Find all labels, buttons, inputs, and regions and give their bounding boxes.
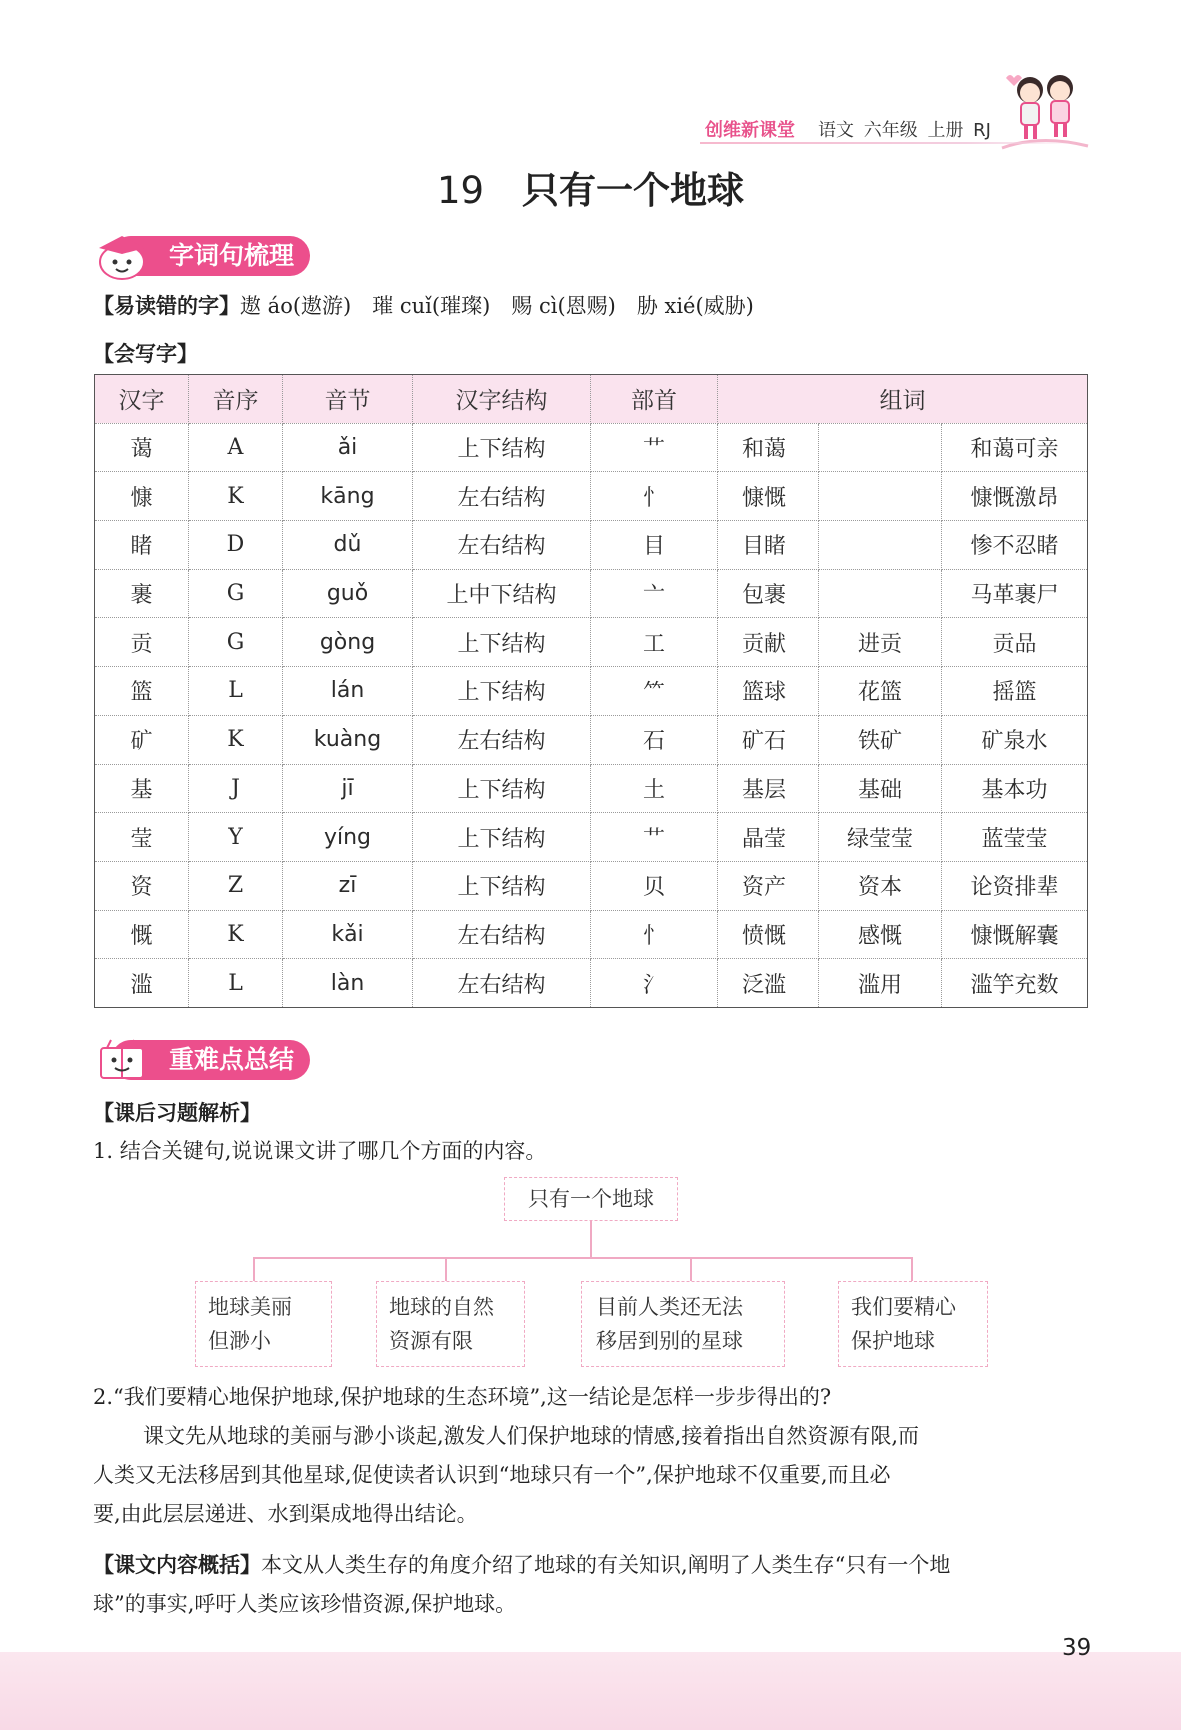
table-cell-w1: 愤慨 — [718, 910, 819, 959]
diagram-node-line: 我们要精心 — [851, 1295, 956, 1319]
diagram-connector — [590, 1220, 592, 1258]
table-cell-struct: 上下结构 — [413, 667, 591, 716]
table-cell-w2: 铁矿 — [819, 715, 942, 764]
table-cell-seq: J — [189, 764, 283, 813]
table-cell-w1: 贡献 — [718, 618, 819, 667]
diagram-node-line: 资源有限 — [389, 1329, 473, 1353]
table-cell-pinyin: kāng — [283, 472, 413, 521]
table-cell-w1: 资产 — [718, 861, 819, 910]
table-cell-w1: 目睹 — [718, 521, 819, 570]
table-cell-struct: 左右结构 — [413, 715, 591, 764]
table-cell-radical: 目 — [591, 521, 718, 570]
table-cell-seq: A — [189, 423, 283, 472]
table-cell-radical: 忄 — [591, 910, 718, 959]
diagram-node — [376, 1281, 525, 1367]
table-cell-struct: 上下结构 — [413, 861, 591, 910]
table-cell-pinyin: dǔ — [283, 521, 413, 570]
summary-text: 本文从人类生存的角度介绍了地球的有关知识,阐明了人类生存“只有一个地 — [261, 1553, 951, 1577]
table-cell-w3: 蓝莹莹 — [942, 813, 1088, 862]
table-cell-w2: 绿莹莹 — [819, 813, 942, 862]
table-cell-char: 蔼 — [95, 423, 189, 472]
exercise-label: 【课后习题解析】 — [93, 1101, 261, 1125]
table-cell-w3: 慷慨解囊 — [942, 910, 1088, 959]
table-cell-radical: 氵 — [591, 959, 718, 1008]
header-structure: 汉字结构 — [413, 375, 591, 424]
table-cell-w2: 基础 — [819, 764, 942, 813]
table-cell-char: 贡 — [95, 618, 189, 667]
table-cell-pinyin: kǎi — [283, 910, 413, 959]
table-cell-w1: 包裹 — [718, 569, 819, 618]
table-cell-char: 莹 — [95, 813, 189, 862]
summary-line: 球”的事实,呼吁人类应该珍惜资源,保护地球。 — [93, 1592, 517, 1616]
summary-label: 【课文内容概括】 — [93, 1553, 261, 1577]
table-row — [95, 618, 1088, 667]
diagram-connector — [253, 1257, 255, 1281]
answer-2-line: 课文先从地球的美丽与渺小谈起,激发人们保护地球的情感,接着指出自然资源有限,而 — [143, 1424, 920, 1448]
table-cell-pinyin: kuàng — [283, 715, 413, 764]
table-cell-w2: 感慨 — [819, 910, 942, 959]
book-character-icon — [93, 1036, 151, 1084]
table-cell-struct: 左右结构 — [413, 910, 591, 959]
table-cell-w3: 摇篮 — [942, 667, 1088, 716]
table-cell-pinyin: guǒ — [283, 569, 413, 618]
table-cell-seq: K — [189, 715, 283, 764]
diagram-node — [581, 1281, 785, 1367]
footer-band — [0, 1652, 1181, 1730]
table-cell-w3: 基本功 — [942, 764, 1088, 813]
diagram-node-line: 地球的自然 — [389, 1295, 494, 1319]
table-cell-w1: 晶莹 — [718, 813, 819, 862]
table-cell-radical: 贝 — [591, 861, 718, 910]
table-cell-w2: 进贡 — [819, 618, 942, 667]
table-cell-w3: 马革裹尸 — [942, 569, 1088, 618]
table-row — [95, 861, 1088, 910]
table-cell-radical: 土 — [591, 764, 718, 813]
table-row — [95, 472, 1088, 521]
diagram-root: 只有一个地球 — [504, 1177, 678, 1221]
table-cell-struct: 上中下结构 — [413, 569, 591, 618]
table-cell-w1: 基层 — [718, 764, 819, 813]
header-char: 汉字 — [95, 375, 189, 424]
table-cell-seq: Z — [189, 861, 283, 910]
lesson-number: 19 — [436, 169, 485, 212]
table-cell-w2: 资本 — [819, 861, 942, 910]
table-cell-w2: 滥用 — [819, 959, 942, 1008]
table-cell-char: 滥 — [95, 959, 189, 1008]
header-seq: 音序 — [189, 375, 283, 424]
book-info: 语文 六年级 上册 RJ — [818, 120, 991, 141]
diagram-node-line: 移居到别的星球 — [596, 1329, 743, 1353]
page-number: 39 — [1062, 1635, 1092, 1661]
table-row — [95, 813, 1088, 862]
table-row — [95, 764, 1088, 813]
table-cell-char: 慨 — [95, 910, 189, 959]
diagram-connector — [690, 1257, 692, 1281]
table-cell-w3: 贡品 — [942, 618, 1088, 667]
table-cell-w1: 和蔼 — [718, 423, 819, 472]
table-row — [95, 959, 1088, 1008]
header-radical: 部首 — [591, 375, 718, 424]
table-cell-pinyin: yíng — [283, 813, 413, 862]
table-cell-w1: 矿石 — [718, 715, 819, 764]
table-cell-pinyin: ǎi — [283, 423, 413, 472]
table-cell-w1: 慷慨 — [718, 472, 819, 521]
table-cell-seq: G — [189, 569, 283, 618]
diagram-node-line: 地球美丽 — [208, 1295, 292, 1319]
writable-label: 【会写字】 — [93, 342, 198, 366]
question-1: 1. 结合关键句,说说课文讲了哪几个方面的内容。 — [93, 1139, 547, 1163]
diagram-node-line: 目前人类还无法 — [596, 1295, 743, 1319]
table-cell-radical: 忄 — [591, 472, 718, 521]
table-cell-w3: 惨不忍睹 — [942, 521, 1088, 570]
table-cell-w2 — [819, 521, 942, 570]
table-cell-radical: 石 — [591, 715, 718, 764]
diagram-node-line: 保护地球 — [851, 1329, 935, 1353]
table-cell-struct: 上下结构 — [413, 764, 591, 813]
table-cell-radical: ⺮ — [591, 667, 718, 716]
header-pinyin: 音节 — [283, 375, 413, 424]
table-cell-radical: 工 — [591, 618, 718, 667]
diagram-node — [195, 1281, 332, 1367]
table-cell-char: 篮 — [95, 667, 189, 716]
table-cell-w3: 矿泉水 — [942, 715, 1088, 764]
table-cell-struct: 上下结构 — [413, 423, 591, 472]
table-cell-pinyin: làn — [283, 959, 413, 1008]
easy-misread-label: 【易读错的字】 — [93, 294, 240, 318]
diagram-connector — [253, 1257, 913, 1259]
table-row — [95, 715, 1088, 764]
diagram-node-line: 但渺小 — [208, 1329, 271, 1353]
section-title-key-points: 重难点总结 — [111, 1040, 310, 1080]
header-words: 组词 — [718, 375, 1088, 424]
diagram-node — [838, 1281, 988, 1367]
table-row — [95, 521, 1088, 570]
summary-line — [93, 1549, 950, 1579]
brand-name: 创维新课堂 — [705, 120, 795, 141]
lesson-title-text: 只有一个地球 — [522, 169, 745, 212]
table-cell-w3: 论资排辈 — [942, 861, 1088, 910]
section-title-vocabulary: 字词句梳理 — [111, 236, 310, 276]
table-cell-radical: 艹 — [591, 813, 718, 862]
easy-misread-text: 遨 áo(遨游) 璀 cuǐ(璀璨) 赐 cì(恩赐) 胁 xié(威胁) — [240, 294, 754, 318]
table-cell-w1: 篮球 — [718, 667, 819, 716]
answer-2-line: 人类又无法移居到其他星球,促使读者认识到“地球只有一个”,保护地球不仅重要,而且必 — [93, 1463, 891, 1487]
table-cell-w2 — [819, 472, 942, 521]
table-row — [95, 423, 1088, 472]
header-divider — [700, 142, 1080, 144]
table-cell-seq: L — [189, 959, 283, 1008]
table-cell-pinyin: lán — [283, 667, 413, 716]
easy-misread-line — [93, 290, 754, 320]
table-cell-seq: L — [189, 667, 283, 716]
table-cell-w2 — [819, 423, 942, 472]
diagram-connector — [911, 1257, 913, 1281]
table-row — [95, 910, 1088, 959]
table-row — [95, 569, 1088, 618]
table-cell-struct: 左右结构 — [413, 472, 591, 521]
table-cell-w3: 滥竽充数 — [942, 959, 1088, 1008]
table-cell-w3: 慷慨激昂 — [942, 472, 1088, 521]
lesson-title — [0, 160, 1181, 214]
question-2: 2.“我们要精心地保护地球,保护地球的生态环境”,这一结论是怎样一步步得出的? — [93, 1385, 832, 1409]
table-cell-seq: G — [189, 618, 283, 667]
table-cell-w2: 花篮 — [819, 667, 942, 716]
table-cell-struct: 上下结构 — [413, 813, 591, 862]
table-cell-struct: 上下结构 — [413, 618, 591, 667]
table-cell-w3: 和蔼可亲 — [942, 423, 1088, 472]
table-row — [95, 667, 1088, 716]
table-cell-struct: 左右结构 — [413, 521, 591, 570]
vocabulary-table — [94, 374, 1088, 1008]
table-cell-char: 慷 — [95, 472, 189, 521]
table-cell-seq: Y — [189, 813, 283, 862]
table-cell-char: 矿 — [95, 715, 189, 764]
table-cell-w1: 泛滥 — [718, 959, 819, 1008]
table-cell-char: 裹 — [95, 569, 189, 618]
table-cell-seq: K — [189, 472, 283, 521]
table-cell-pinyin: gòng — [283, 618, 413, 667]
table-cell-char: 基 — [95, 764, 189, 813]
table-cell-radical: 艹 — [591, 423, 718, 472]
mascot-children-illustration — [1000, 68, 1090, 153]
table-cell-char: 资 — [95, 861, 189, 910]
table-cell-pinyin: jī — [283, 764, 413, 813]
answer-2-line: 要,由此层层递进、水到渠成地得出结论。 — [93, 1502, 478, 1526]
table-cell-seq: D — [189, 521, 283, 570]
table-cell-seq: K — [189, 910, 283, 959]
table-cell-pinyin: zī — [283, 861, 413, 910]
table-cell-w2 — [819, 569, 942, 618]
hat-character-icon — [93, 232, 151, 280]
table-cell-char: 睹 — [95, 521, 189, 570]
table-cell-radical: 亠 — [591, 569, 718, 618]
table-cell-struct: 左右结构 — [413, 959, 591, 1008]
diagram-connector — [445, 1257, 447, 1281]
table-header-row — [95, 375, 1088, 424]
